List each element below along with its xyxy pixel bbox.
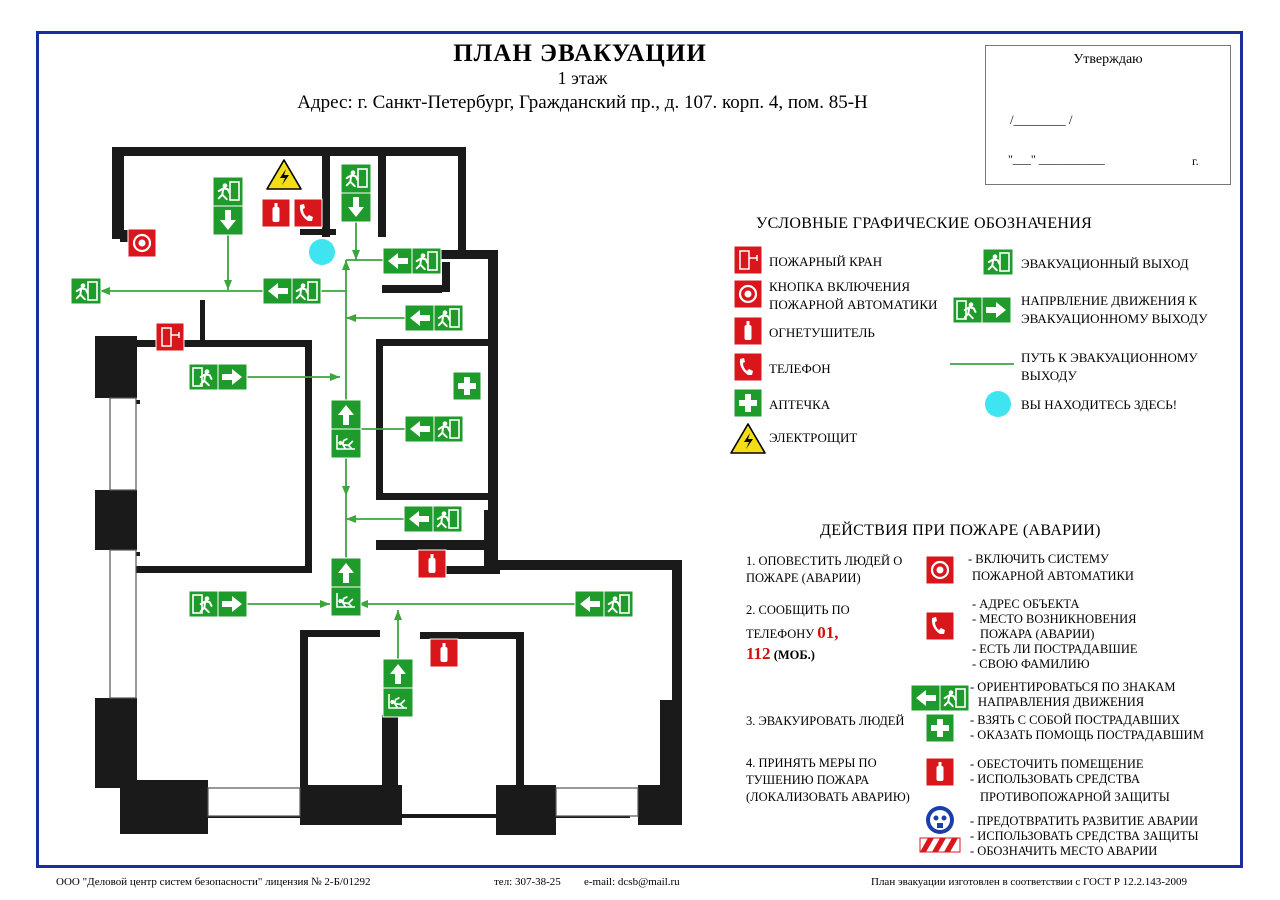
direction-sign-left-5: [404, 506, 462, 532]
legend-hydrant-label: ПОЖАРНЫЙ КРАН: [769, 254, 883, 269]
action-step-2-detail-2: - МЕСТО ВОЗНИКНОВЕНИЯ: [972, 612, 1137, 626]
electrical-panel-sign: [267, 160, 301, 189]
action-step-2-detail-3: ПОЖАРА (АВАРИИ): [980, 627, 1095, 641]
action-step-4-line-3: (ЛОКАЛИЗОВАТЬ АВАРИЮ): [746, 790, 910, 804]
direction-sign-down-1: [213, 177, 243, 235]
direction-sign-left-4: [405, 416, 463, 442]
action-step-3-detail-1: - ОРИЕНТИРОВАТЬСЯ ПО ЗНАКАМ: [970, 680, 1176, 694]
action-step-3-detail-3: - ВЗЯТЬ С СОБОЙ ПОСТРАДАВШИХ: [970, 713, 1180, 727]
direction-sign-left-3: [405, 305, 463, 331]
direction-sign-right-1: [189, 364, 247, 390]
action-step-4-detail-1: - ОБЕСТОЧИТЬ ПОМЕЩЕНИЕ: [970, 757, 1144, 771]
phone-sign: [294, 199, 322, 227]
approval-year-suffix: г.: [1192, 154, 1199, 168]
action-step-4-line-2: ТУШЕНИЮ ПОЖАРА: [746, 773, 870, 787]
legend-direction-label: НАПРВЛЕНИЕ ДВИЖЕНИЯ К ЭВАКУАЦИОННОМУ ВЫХОДУ: [1021, 293, 1208, 326]
actions-title: ДЕЙСТВИЯ ПРИ ПОЖАРЕ (АВАРИИ): [820, 522, 1101, 539]
action-step-2-detail-1: - АДРЕС ОБЪЕКТА: [972, 597, 1080, 611]
action-step-1: 1. ОПОВЕСТИТЬ ЛЮДЕЙ О ПОЖАРЕ (АВАРИИ): [746, 554, 903, 585]
address-label: Адрес: г. Санкт-Петербург, Гражданский пр., д. 107. корп. 4, пом. 85-Н: [297, 92, 868, 113]
action-icons: [910, 548, 970, 860]
action-extinguisher-icon: [926, 758, 954, 786]
direction-sign-left-1: [263, 278, 321, 304]
action-step-4-detail-2: - ИСПОЛЬЗОВАТЬ СРЕДСТВА: [970, 772, 1140, 786]
extinguisher-sign-2: [418, 550, 446, 578]
legend-here-label: ВЫ НАХОДИТЕСЬ ЗДЕСЬ!: [1021, 397, 1178, 412]
floor-label: 1 этаж: [557, 68, 608, 88]
exit-sign-main: [71, 278, 101, 304]
legend-exit-label: ЭВАКУАЦИОННЫЙ ВЫХОД: [1021, 256, 1189, 271]
footer-company: ООО "Деловой центр систем безопасности" лицензия № 2-Б/01292: [56, 876, 371, 888]
action-step-3: 3. ЭВАКУИРОВАТЬ ЛЮДЕЙ: [746, 714, 905, 728]
extinguisher-sign-1: [262, 199, 290, 227]
action-alarm-icon: [926, 556, 954, 584]
action-step-2-line2: ТЕЛЕФОНУ 01,: [746, 623, 839, 642]
action-step-4-detail-5: - ИСПОЛЬЗОВАТЬ СРЕДСТВА ЗАЩИТЫ: [970, 829, 1199, 843]
direction-sign-left-2: [383, 248, 441, 274]
extinguisher-sign-3: [430, 639, 458, 667]
direction-sign-up-2: [331, 558, 361, 616]
legend-path-label: ПУТЬ К ЭВАКУАЦИОННОМУ ВЫХОДУ: [1021, 350, 1198, 383]
action-step-4-detail-4: - ПРЕДОТВРАТИТЬ РАЗВИТИЕ АВАРИИ: [970, 814, 1199, 828]
direction-sign-up-1: [331, 400, 361, 458]
legend-extinguisher-label: ОГНЕТУШИТЕЛЬ: [769, 325, 875, 340]
action-step-4-line-1: 4. ПРИНЯТЬ МЕРЫ ПО: [746, 756, 877, 770]
action-step-4-detail-6: - ОБОЗНАЧИТЬ МЕСТО АВАРИИ: [970, 844, 1158, 858]
legend-aid-label: АПТЕЧКА: [769, 397, 831, 412]
footer-email: e-mail: dcsb@mail.ru: [584, 876, 680, 888]
action-step-2: 2. СООБЩИТЬ ПО: [746, 603, 850, 617]
action-step-2-detail-5: - СВОЮ ФАМИЛИЮ: [972, 657, 1090, 671]
hydrant-sign: [156, 323, 184, 351]
hazard-stripes-icon: [920, 838, 960, 852]
you-are-here-marker: [309, 239, 335, 265]
legend-electric-label: ЭЛЕКТРОЩИТ: [769, 430, 858, 445]
approval-box: [985, 45, 1231, 185]
first-aid-sign: [453, 372, 481, 400]
legend-title: УСЛОВНЫЕ ГРАФИЧЕСКИЕ ОБОЗНАЧЕНИЯ: [756, 215, 1093, 232]
action-step-3-detail-4: - ОКАЗАТЬ ПОМОЩЬ ПОСТРАДАВШИМ: [970, 728, 1204, 742]
direction-sign-up-3: [383, 659, 413, 717]
legend-alarm-label: КНОПКА ВКЛЮЧЕНИЯ ПОЖАРНОЙ АВТОМАТИКИ: [769, 279, 938, 312]
legend-phone-label: ТЕЛЕФОН: [769, 361, 831, 376]
plan-title: ПЛАН ЭВАКУАЦИИ: [453, 40, 707, 67]
direction-sign-down-2: [341, 164, 371, 222]
approval-signature-line: /________ /: [1010, 112, 1073, 127]
legend-left-icons: [730, 244, 766, 460]
approval-date-line: "___" ___________: [1008, 152, 1105, 166]
action-step-2-line3: 112 (МОБ.): [746, 644, 815, 663]
action-step-1-detail-1: - ВКЛЮЧИТЬ СИСТЕМУ: [968, 552, 1109, 566]
alarm-button-sign: [128, 229, 156, 257]
legend-right-icons: [948, 244, 1020, 424]
action-aid-icon: [926, 714, 954, 742]
action-direction-icon: [911, 685, 969, 711]
direction-sign-right-2: [189, 591, 247, 617]
action-phone-icon: [926, 612, 954, 640]
footer-gost: План эвакуации изготовлен в соответствии с ГОСТ Р 12.2.143-2009: [871, 876, 1187, 888]
action-step-4-detail-3: ПРОТИВОПОЖАРНОЙ ЗАЩИТЫ: [980, 790, 1170, 804]
approval-title: Утверждаю: [1073, 52, 1143, 67]
action-step-2-detail-4: - ЕСТЬ ЛИ ПОСТРАДАВШИЕ: [972, 642, 1138, 656]
footer-tel: тел: 307-38-25: [494, 876, 561, 888]
action-step-1-detail-2: ПОЖАРНОЙ АВТОМАТИКИ: [972, 569, 1134, 583]
action-step-3-detail-2: НАПРАВЛЕНИЯ ДВИЖЕНИЯ: [978, 695, 1145, 709]
gas-mask-icon: [926, 806, 954, 834]
direction-sign-left-6: [575, 591, 633, 617]
